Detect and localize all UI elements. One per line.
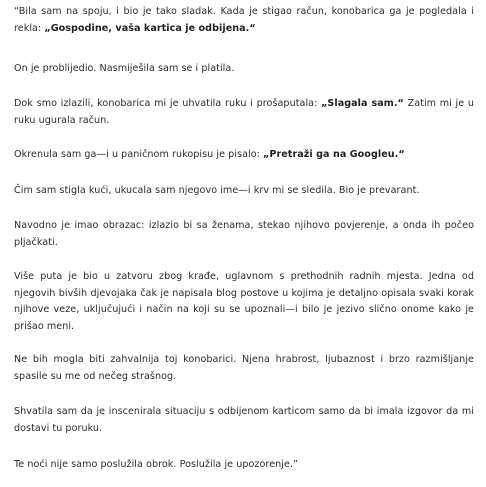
- paragraph-whisper-text-before: Dok smo izlazili, konobarica mi je uhvatila ruku i prošaputala:: [14, 98, 322, 109]
- waitress-quote-card-declined: „Gospodine, vaša kartica je odbijena.“: [44, 22, 256, 34]
- paragraph-search: Čim sam stigla kući, ukucala sam njegovo ime—i krv mi se sledila. Bio je prevarant.: [14, 185, 420, 196]
- paragraph-history: Više puta je bio u zatvoru zbog krađe, uglavnom s prethodnih radnih mjesta. Jedna od njegovih bivših djevojaka čak je napisala blog postove u kojima je detaljno opisala svaki korak njihove veze, uključujući i način na koji su se upoznali—i bilo je jezivo slično onome kako je prišao meni.: [14, 271, 474, 332]
- paragraph-date-intro-text: “Bila sam na spoju, i bio je tako sladak. Kada je stigao račun, konobarica ga je pogledala i rekla:: [14, 6, 474, 34]
- paragraph-gratitude: Ne bih mogla biti zahvalnija toj konobarici. Njena hrabrost, ljubaznost i brzo razmišljanje spasile su me od nečeg strašnog.: [14, 354, 474, 382]
- paragraph-closing: Te noći nije samo poslužila obrok. Poslužila je upozorenje.”: [14, 459, 299, 470]
- paragraph-whisper: [14, 96, 474, 129]
- paragraph-paid: On je problijedio. Nasmiješila sam se i platila.: [14, 63, 235, 74]
- paragraph-note: [14, 147, 474, 164]
- paragraph-realization: Shvatila sam da je inscenirala situaciju s odbijenom karticom samo da bi imala izgovor da mi dostavi tu poruku.: [14, 406, 474, 434]
- paragraph-whisper-text-after: Zatim mi je u ruku ugurala račun.: [14, 98, 474, 126]
- paragraph-note-text: Okrenula sam ga—i u paničnom rukopisu je pisalo:: [14, 149, 264, 160]
- waitress-quote-i-lied: „Slagala sam.“: [321, 98, 404, 109]
- note-quote-google-him: „Pretraži ga na Googleu.“: [263, 149, 405, 160]
- paragraph-date-intro: [14, 4, 474, 37]
- paragraph-pattern: Navodno je imao obrazac: izlazio bi sa ženama, stekao njihovo povjerenje, a onda ih počeo pljačkati.: [14, 220, 474, 248]
